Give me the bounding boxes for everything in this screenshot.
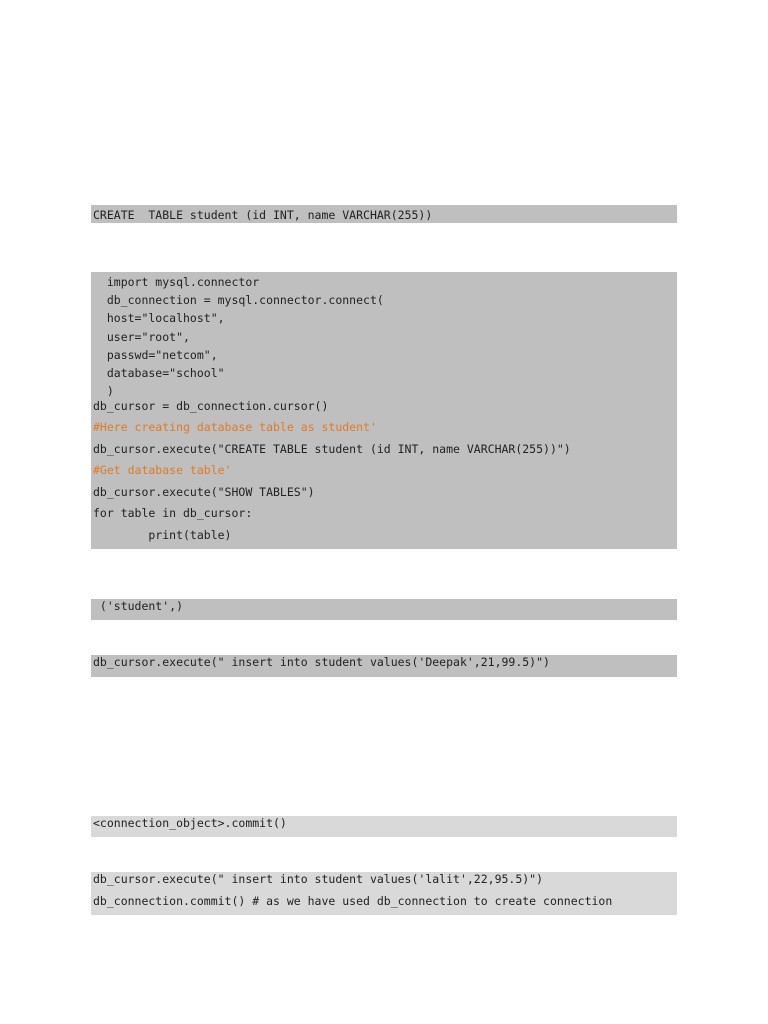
code-line: db_connection.commit() # as we have used db_connection to create connection [93, 894, 613, 908]
code-line: user="root", [93, 330, 190, 344]
code-line: host="localhost", [93, 311, 225, 325]
commit-generic-code-block [91, 816, 677, 837]
output-code-block [91, 599, 677, 620]
code-line: print(table) [93, 528, 232, 542]
code-line: passwd="netcom", [93, 348, 218, 362]
code-line: CREATE TABLE student (id INT, name VARCHAR(255)) [93, 208, 433, 222]
code-comment: #Here creating database table as student' [93, 420, 377, 434]
code-comment: #Get database table' [93, 463, 232, 477]
code-line: ) [93, 384, 114, 398]
code-line: db_cursor = db_connection.cursor() [93, 399, 329, 413]
code-line: db_cursor.execute(" insert into student values('Deepak',21,99.5)") [93, 655, 550, 669]
code-line: db_cursor.execute("CREATE TABLE student (id INT, name VARCHAR(255))") [93, 442, 571, 456]
insert-deepak-code-block [91, 655, 677, 677]
code-line: db_connection = mysql.connector.connect( [93, 293, 384, 307]
code-line: for table in db_cursor: [93, 506, 253, 520]
code-line: import mysql.connector [93, 275, 260, 289]
python-script-code-block [91, 272, 677, 549]
code-line: db_cursor.execute("SHOW TABLES") [93, 485, 315, 499]
code-line: db_cursor.execute(" insert into student values('lalit',22,95.5)") [93, 872, 544, 886]
insert-lalit-code-block [91, 872, 677, 915]
code-line: ('student',) [93, 599, 184, 613]
create-table-code-block [91, 205, 677, 223]
code-line: <connection_object>.commit() [93, 816, 287, 830]
code-line: database="school" [93, 366, 225, 380]
